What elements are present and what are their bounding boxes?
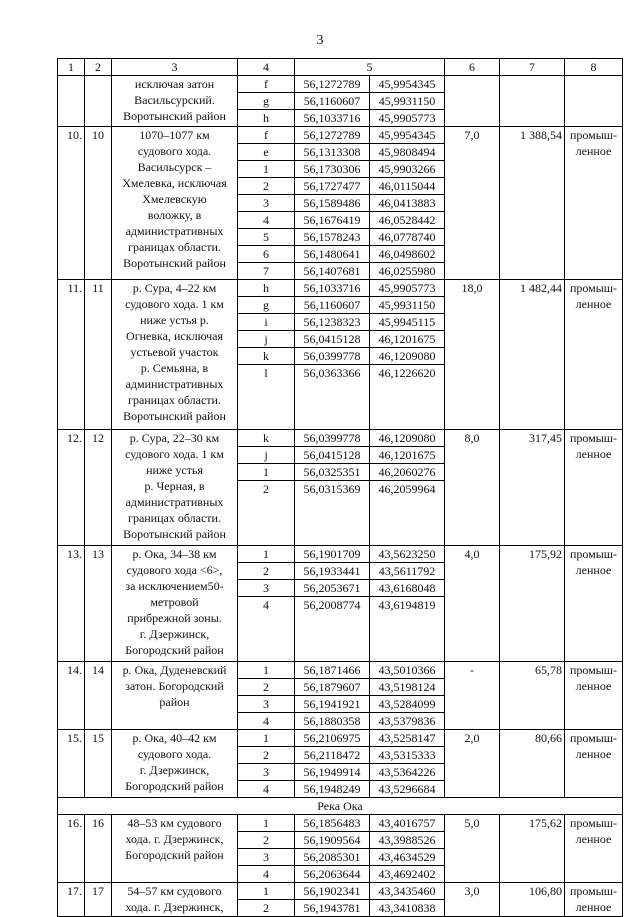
point-longitude: 46,0255980 <box>370 263 445 280</box>
table-row <box>58 76 623 93</box>
usage-type-line: промыш- <box>569 816 618 830</box>
point-latitude: 56,0415128 <box>295 331 370 348</box>
point-latitude: 56,1313308 <box>295 144 370 161</box>
point-longitude: 45,9954345 <box>370 76 445 93</box>
description-line: Васильсурск – <box>137 160 212 174</box>
usage-type-line: промыш- <box>569 884 618 898</box>
point-latitude: 56,2008774 <box>295 597 370 662</box>
point-latitude: 56,0363366 <box>295 365 370 430</box>
table-row <box>58 127 623 144</box>
description-line: р. Семьяна, в <box>140 361 209 375</box>
description-line: административных <box>125 495 224 509</box>
area-description <box>112 883 238 917</box>
point-longitude: 43,3435460 <box>370 883 445 900</box>
point-latitude: 56,1948249 <box>295 781 370 798</box>
description-line: Хмелевскую <box>142 192 207 206</box>
description-line: р. Сура, 4–22 км <box>132 281 217 295</box>
depth-value: 7,0 <box>445 127 500 280</box>
point-longitude: 46,1209080 <box>370 430 445 447</box>
row-number: 14. <box>58 662 85 730</box>
point-latitude: 56,1407681 <box>295 263 370 280</box>
usage-type <box>565 127 623 280</box>
point-label: 6 <box>238 246 295 263</box>
point-latitude: 56,1943781 <box>295 900 370 917</box>
col-header-4: 4 <box>238 59 295 76</box>
point-latitude: 56,1589486 <box>295 195 370 212</box>
point-label: e <box>238 144 295 161</box>
point-latitude: 56,1949914 <box>295 764 370 781</box>
row-index: 13 <box>85 546 112 662</box>
point-label: 2 <box>238 563 295 580</box>
point-longitude: 45,9945115 <box>370 314 445 331</box>
point-longitude: 45,9808494 <box>370 144 445 161</box>
depth-value: 4,0 <box>445 546 500 662</box>
table-row <box>58 883 623 900</box>
point-latitude: 56,1480641 <box>295 246 370 263</box>
area-description <box>112 662 238 730</box>
point-label: k <box>238 348 295 365</box>
usage-type-line: ленное <box>575 447 612 461</box>
description-line: Воротынский район <box>123 256 226 270</box>
point-latitude: 56,0325351 <box>295 464 370 481</box>
row-number: 12. <box>58 430 85 546</box>
point-longitude: 43,6194819 <box>370 597 445 662</box>
usage-type <box>565 815 623 883</box>
description-line: исключая затон <box>134 77 215 91</box>
point-latitude: 56,2118472 <box>295 747 370 764</box>
point-latitude: 56,1856483 <box>295 815 370 832</box>
usage-type-line: ленное <box>575 297 612 311</box>
point-longitude: 46,0115044 <box>370 178 445 195</box>
description-line: р. Ока, 34–38 км <box>132 547 217 561</box>
row-number <box>58 76 85 127</box>
area-value: 175,92 <box>500 546 565 662</box>
point-latitude: 56,1238323 <box>295 314 370 331</box>
description-line: судового хода. 1 км <box>125 297 224 311</box>
point-label: 1 <box>238 464 295 481</box>
description-line: р. Черная, в <box>144 479 205 493</box>
col-header-6: 6 <box>445 59 500 76</box>
point-latitude: 56,1901709 <box>295 546 370 563</box>
description-line: хода. г. Дзержинск, <box>125 900 224 914</box>
point-latitude: 56,0399778 <box>295 430 370 447</box>
point-label: 4 <box>238 713 295 730</box>
description-line: судового хода. <box>137 747 212 761</box>
point-longitude: 45,9903266 <box>370 161 445 178</box>
point-latitude: 56,1578243 <box>295 229 370 246</box>
point-longitude: 45,9931150 <box>370 93 445 110</box>
area-value <box>500 76 565 127</box>
point-latitude: 56,2085301 <box>295 849 370 866</box>
area-value: 65,78 <box>500 662 565 730</box>
point-latitude: 56,1909564 <box>295 832 370 849</box>
point-label: j <box>238 331 295 348</box>
description-line: прибрежной зоны. <box>127 611 222 625</box>
description-line: 1070–1077 км <box>139 128 210 142</box>
point-latitude: 56,0315369 <box>295 481 370 546</box>
description-line: Воротынский район <box>123 409 226 423</box>
row-index: 12 <box>85 430 112 546</box>
description-line: границах области. <box>128 511 221 525</box>
point-latitude: 56,1272789 <box>295 76 370 93</box>
usage-type-line: ленное <box>575 679 612 693</box>
point-label: l <box>238 365 295 430</box>
point-label: 3 <box>238 696 295 713</box>
row-number: 15. <box>58 730 85 798</box>
point-longitude: 46,1201675 <box>370 331 445 348</box>
point-label: 4 <box>238 597 295 662</box>
description-line: Хмелевка, исключая <box>122 176 227 190</box>
point-longitude: 43,3988526 <box>370 832 445 849</box>
point-label: 1 <box>238 546 295 563</box>
col-header-8: 8 <box>565 59 623 76</box>
point-longitude: 45,9931150 <box>370 297 445 314</box>
point-longitude: 45,9905773 <box>370 110 445 127</box>
point-label: 3 <box>238 849 295 866</box>
table-row <box>58 662 623 679</box>
row-number: 11. <box>58 280 85 430</box>
usage-type-line: промыш- <box>569 663 618 677</box>
point-label: 5 <box>238 229 295 246</box>
point-latitude: 56,1941921 <box>295 696 370 713</box>
area-value: 1 388,54 <box>500 127 565 280</box>
usage-type-line: ленное <box>575 747 612 761</box>
usage-type <box>565 76 623 127</box>
col-header-1: 1 <box>58 59 85 76</box>
point-latitude: 56,1871466 <box>295 662 370 679</box>
area-description <box>112 546 238 662</box>
point-latitude: 56,1933441 <box>295 563 370 580</box>
area-value: 80,66 <box>500 730 565 798</box>
point-longitude: 43,5010366 <box>370 662 445 679</box>
point-longitude: 43,5379836 <box>370 713 445 730</box>
description-line: ниже устья р. <box>140 313 209 327</box>
table-row <box>58 430 623 447</box>
description-line: Васильсурский. <box>134 93 215 107</box>
point-latitude: 56,2053671 <box>295 580 370 597</box>
area-description <box>112 815 238 883</box>
point-label: g <box>238 297 295 314</box>
usage-type <box>565 730 623 798</box>
point-label: g <box>238 93 295 110</box>
point-longitude: 46,0413883 <box>370 195 445 212</box>
point-label: 1 <box>238 161 295 178</box>
row-number: 10. <box>58 127 85 280</box>
point-latitude: 56,1880358 <box>295 713 370 730</box>
point-label: 1 <box>238 662 295 679</box>
depth-value: 18,0 <box>445 280 500 430</box>
point-label: 1 <box>238 815 295 832</box>
point-longitude: 46,0778740 <box>370 229 445 246</box>
point-label: f <box>238 127 295 144</box>
point-latitude: 56,1727477 <box>295 178 370 195</box>
usage-type <box>565 430 623 546</box>
point-latitude: 56,1879607 <box>295 679 370 696</box>
description-line: 48–53 км судового <box>127 816 222 830</box>
description-line: г. Дзержинск, <box>139 627 210 641</box>
row-number: 13. <box>58 546 85 662</box>
description-line: г. Дзержинск, <box>139 763 210 777</box>
area-description <box>112 127 238 280</box>
point-label: 2 <box>238 178 295 195</box>
description-line: Огневка, исключая <box>126 329 223 343</box>
description-line: административных <box>125 224 224 238</box>
point-longitude: 46,2059964 <box>370 481 445 546</box>
point-label: 7 <box>238 263 295 280</box>
usage-type-line: промыш- <box>569 547 618 561</box>
usage-type-line: промыш- <box>569 431 618 445</box>
area-description <box>112 430 238 546</box>
description-line: судового хода. <box>137 144 212 158</box>
description-line: судового хода <6>, <box>126 563 223 577</box>
row-index: 11 <box>85 280 112 430</box>
point-label: 4 <box>238 781 295 798</box>
usage-type-line: промыш- <box>569 281 618 295</box>
point-label: i <box>238 314 295 331</box>
fishing-areas-table <box>57 58 623 917</box>
point-longitude: 46,0528442 <box>370 212 445 229</box>
area-description <box>112 280 238 430</box>
area-description <box>112 76 238 127</box>
point-label: h <box>238 280 295 297</box>
usage-type <box>565 280 623 430</box>
col-header-2: 2 <box>85 59 112 76</box>
usage-type-line: ленное <box>575 832 612 846</box>
point-label: 3 <box>238 764 295 781</box>
description-line: 54–57 км судового <box>127 884 222 898</box>
depth-value: 5,0 <box>445 815 500 883</box>
point-longitude: 43,5258147 <box>370 730 445 747</box>
point-latitude: 56,2063644 <box>295 866 370 883</box>
point-label: 3 <box>238 195 295 212</box>
point-longitude: 43,5364226 <box>370 764 445 781</box>
description-line: границах области. <box>128 240 221 254</box>
point-latitude: 56,1902341 <box>295 883 370 900</box>
usage-type <box>565 662 623 730</box>
point-latitude: 56,1272789 <box>295 127 370 144</box>
depth-value: 2,0 <box>445 730 500 798</box>
point-label: f <box>238 76 295 93</box>
point-longitude: 43,3410838 <box>370 900 445 917</box>
page-number: 3 <box>316 33 324 48</box>
row-index: 10 <box>85 127 112 280</box>
area-value: 106,80 <box>500 883 565 917</box>
row-index <box>85 76 112 127</box>
section-title: Река Ока <box>58 798 623 815</box>
description-line: Богородский район <box>125 643 224 657</box>
row-number: 16. <box>58 815 85 883</box>
point-label: 1 <box>238 883 295 900</box>
point-longitude: 43,5315333 <box>370 747 445 764</box>
description-line: устьевой участок <box>130 345 219 359</box>
point-label: 2 <box>238 747 295 764</box>
point-longitude: 45,9954345 <box>370 127 445 144</box>
table-row <box>58 546 623 563</box>
table-row <box>58 280 623 297</box>
point-longitude: 46,2060276 <box>370 464 445 481</box>
description-line: границах области. <box>128 393 221 407</box>
point-label: 4 <box>238 212 295 229</box>
point-latitude: 56,1160607 <box>295 93 370 110</box>
point-latitude: 56,1033716 <box>295 110 370 127</box>
point-latitude: 56,1730306 <box>295 161 370 178</box>
area-value: 175,62 <box>500 815 565 883</box>
depth-value: - <box>445 662 500 730</box>
point-latitude: 56,0399778 <box>295 348 370 365</box>
description-line: за исключением50- <box>125 579 224 593</box>
description-line: административных <box>125 377 224 391</box>
point-label: 1 <box>238 730 295 747</box>
point-label: j <box>238 447 295 464</box>
point-label: k <box>238 430 295 447</box>
row-index: 14 <box>85 662 112 730</box>
usage-type-line: промыш- <box>569 128 618 142</box>
point-label: 2 <box>238 481 295 546</box>
point-latitude: 56,1676419 <box>295 212 370 229</box>
section-row <box>58 798 623 815</box>
point-longitude: 43,5296684 <box>370 781 445 798</box>
point-latitude: 56,1160607 <box>295 297 370 314</box>
row-index: 17 <box>85 883 112 917</box>
point-longitude: 46,1201675 <box>370 447 445 464</box>
depth-value: 8,0 <box>445 430 500 546</box>
point-longitude: 43,5198124 <box>370 679 445 696</box>
point-longitude: 45,9905773 <box>370 280 445 297</box>
description-line: Богородский район <box>125 779 224 793</box>
col-header-3: 3 <box>112 59 238 76</box>
description-line: р. Ока, Дуденевский <box>122 663 227 677</box>
table-row <box>58 730 623 747</box>
point-longitude: 46,1226620 <box>370 365 445 430</box>
description-line: метровой <box>150 595 199 609</box>
point-label: 2 <box>238 679 295 696</box>
usage-type <box>565 546 623 662</box>
description-line: ниже устья <box>146 463 203 477</box>
point-longitude: 43,5623250 <box>370 546 445 563</box>
description-line: воложку, в <box>147 208 202 222</box>
header-row <box>58 59 623 76</box>
area-description <box>112 730 238 798</box>
depth-value: 3,0 <box>445 883 500 917</box>
point-longitude: 43,5611792 <box>370 563 445 580</box>
point-latitude: 56,0415128 <box>295 447 370 464</box>
point-longitude: 43,4634529 <box>370 849 445 866</box>
area-value: 1 482,44 <box>500 280 565 430</box>
point-longitude: 43,4016757 <box>370 815 445 832</box>
description-line: Воротынский район <box>123 109 226 123</box>
description-line: Воротынский район <box>123 527 226 541</box>
description-line: хода. г. Дзержинск, <box>125 832 224 846</box>
row-index: 16 <box>85 815 112 883</box>
description-line: Богородский район <box>125 848 224 862</box>
point-latitude: 56,2106975 <box>295 730 370 747</box>
table-row <box>58 815 623 832</box>
description-line: район <box>159 695 190 709</box>
point-latitude: 56,1033716 <box>295 280 370 297</box>
col-header-7: 7 <box>500 59 565 76</box>
area-value: 317,45 <box>500 430 565 546</box>
description-line: затон. Богородский <box>125 679 224 693</box>
description-line: судового хода. 1 км <box>125 447 224 461</box>
usage-type-line: ленное <box>575 900 612 914</box>
col-header-5: 5 <box>295 59 445 76</box>
point-longitude: 46,0498602 <box>370 246 445 263</box>
description-line: р. Сура, 22–30 км <box>129 431 220 445</box>
usage-type <box>565 883 623 917</box>
usage-type-line: ленное <box>575 144 612 158</box>
point-longitude: 43,6168048 <box>370 580 445 597</box>
depth-value <box>445 76 500 127</box>
point-longitude: 43,5284099 <box>370 696 445 713</box>
point-label: 4 <box>238 866 295 883</box>
row-number: 17. <box>58 883 85 917</box>
point-label: 2 <box>238 900 295 917</box>
row-index: 15 <box>85 730 112 798</box>
point-longitude: 46,1209080 <box>370 348 445 365</box>
point-label: 2 <box>238 832 295 849</box>
usage-type-line: ленное <box>575 563 612 577</box>
point-longitude: 43,4692402 <box>370 866 445 883</box>
point-label: h <box>238 110 295 127</box>
description-line: р. Ока, 40–42 км <box>132 731 217 745</box>
point-label: 3 <box>238 580 295 597</box>
usage-type-line: промыш- <box>569 731 618 745</box>
